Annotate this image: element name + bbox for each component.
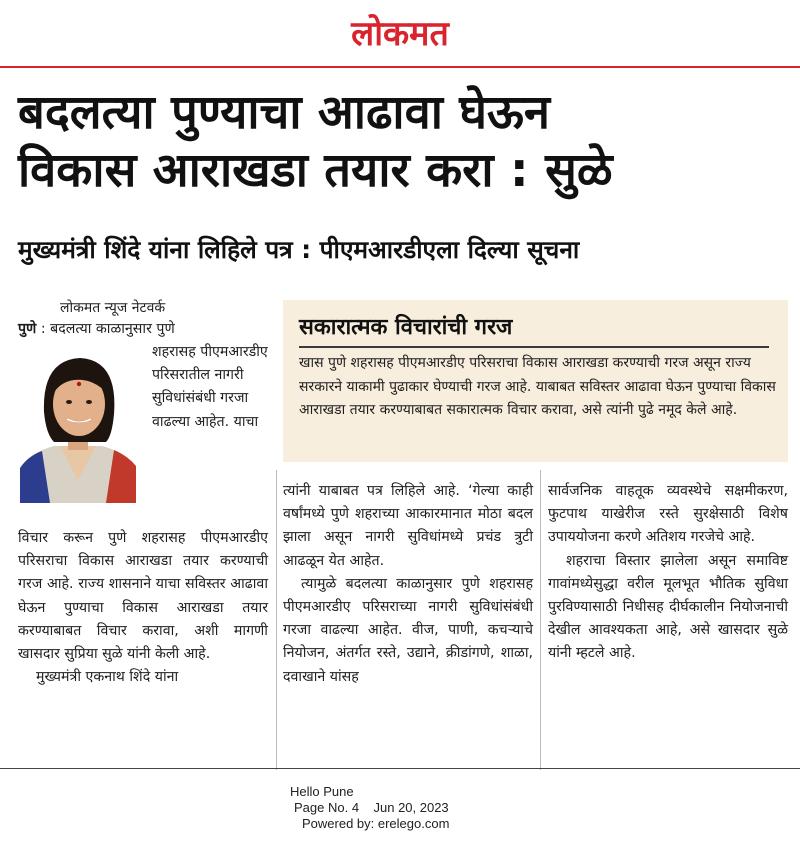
masthead	[0, 0, 800, 66]
column-2-paragraph-1: त्यांनी याबाबत पत्र लिहिले आहे. ‘गेल्या काही वर्षांमध्ये पुणे शहराच्या आकारमानात मोठा बदल झाला असून नागरी सुविधांमध्ये प्रचंड त्रुटी आढळून येत आहेत.	[283, 483, 533, 569]
highlight-box-rule	[299, 346, 769, 348]
headline-line-2: विकास आराखडा तयार करा : सुळे	[18, 143, 613, 198]
column-3	[548, 480, 788, 666]
highlight-box-paragraph: खास पुणे शहरासह पीएमआरडीए परिसराचा विकास आराखडा करण्याची गरज असून राज्य सरकारने याकामी पुढाकार घेण्याची गरज आहे. याबाबत सविस्तर आढावा घेऊन पुण्याचा विकास आराखडा तयार करण्याबाबत सकारात्मक विचार करावा, असे त्यांनी पुढे नमूद केले आहे.	[299, 355, 776, 418]
lead-text: : बदलत्या काळानुसार पुणे	[36, 321, 175, 337]
portrait-photo	[20, 348, 136, 503]
byline: लोकमत न्यूज नेटवर्क	[60, 300, 166, 316]
footer-rule	[0, 768, 800, 769]
column-1-paragraph: विचार करून पुणे शहरासह पीएमआरडीए परिसराचा विकास आराखडा तयार करण्याची गरज आहे. राज्य शासनाने याचा सविस्तर आढावा घेऊन पुण्याचा विकास आराखडा तयार करण्याबाबत विचार करावा, अशी मागणी खासदार सुप्रिया सुळे यांनी केली आहे.	[18, 530, 268, 663]
footer-powered-by: Powered by: erelego.com	[302, 816, 450, 831]
column-1-lead	[18, 318, 268, 341]
lokmat-logo: लोकमत	[351, 14, 449, 54]
woman-portrait-icon	[20, 348, 136, 503]
column-2-paragraph-2: त्यामुळे बदलत्या काळानुसार पुणे शहरासह पीएमआरडीए परिसराच्या नागरी सुविधांसंबंधी गरजा वाढल्या आहेत. वीज, पाणी, कचऱ्याचे नियोजन, अंतर्गत रस्ते, उद्याने, क्रीडांगणे, शाळा, दवाखाने यांसह	[283, 575, 533, 685]
dateline: पुणे	[18, 321, 37, 337]
column-divider-2	[540, 470, 541, 770]
footer-page-date: Page No. 4 Jun 20, 2023	[294, 800, 449, 815]
footer	[280, 784, 449, 832]
column-1-body	[18, 527, 268, 689]
column-2	[283, 480, 533, 689]
column-1-narrow: शहरासह पीएमआरडीए परिसरातील नागरी सुविधांसंबंधी गरजा वाढल्या आहेत. याचा	[152, 344, 268, 430]
masthead-rule	[0, 66, 800, 68]
column-divider-1	[276, 470, 277, 770]
headline	[18, 84, 788, 200]
headline-line-1: बदलत्या पुण्याचा आढावा घेऊन	[18, 85, 551, 140]
column-3-paragraph-2: शहराचा विस्तार झालेला असून समाविष्ट गावांमध्येसुद्धा वरील मूलभूत भौतिक सुविधा पुरविण्यासाठी निधीसह दीर्घकालीन नियोजनाची देखील आवश्यकता आहे, असे खासदार सुळे यांनी म्हटले आहे.	[548, 552, 788, 662]
subheadline: मुख्यमंत्री शिंदे यांना लिहिले पत्र : पीएमआरडीएला दिल्या सूचना	[18, 235, 580, 264]
highlight-box-title: सकारात्मक विचारांची गरज	[299, 315, 513, 340]
footer-edition: Hello Pune	[290, 784, 354, 799]
column-3-paragraph-1: सार्वजनिक वाहतूक व्यवस्थेचे सक्षमीकरण, फुटपाथ याखेरीज रस्ते सुरक्षेसाठी विशेष उपाययोजना करणे अतिशय गरजेचे आहे.	[548, 483, 788, 546]
column-1-paragraph-2: मुख्यमंत्री एकनाथ शिंदे यांना	[36, 669, 179, 686]
highlight-box-text	[299, 352, 777, 423]
